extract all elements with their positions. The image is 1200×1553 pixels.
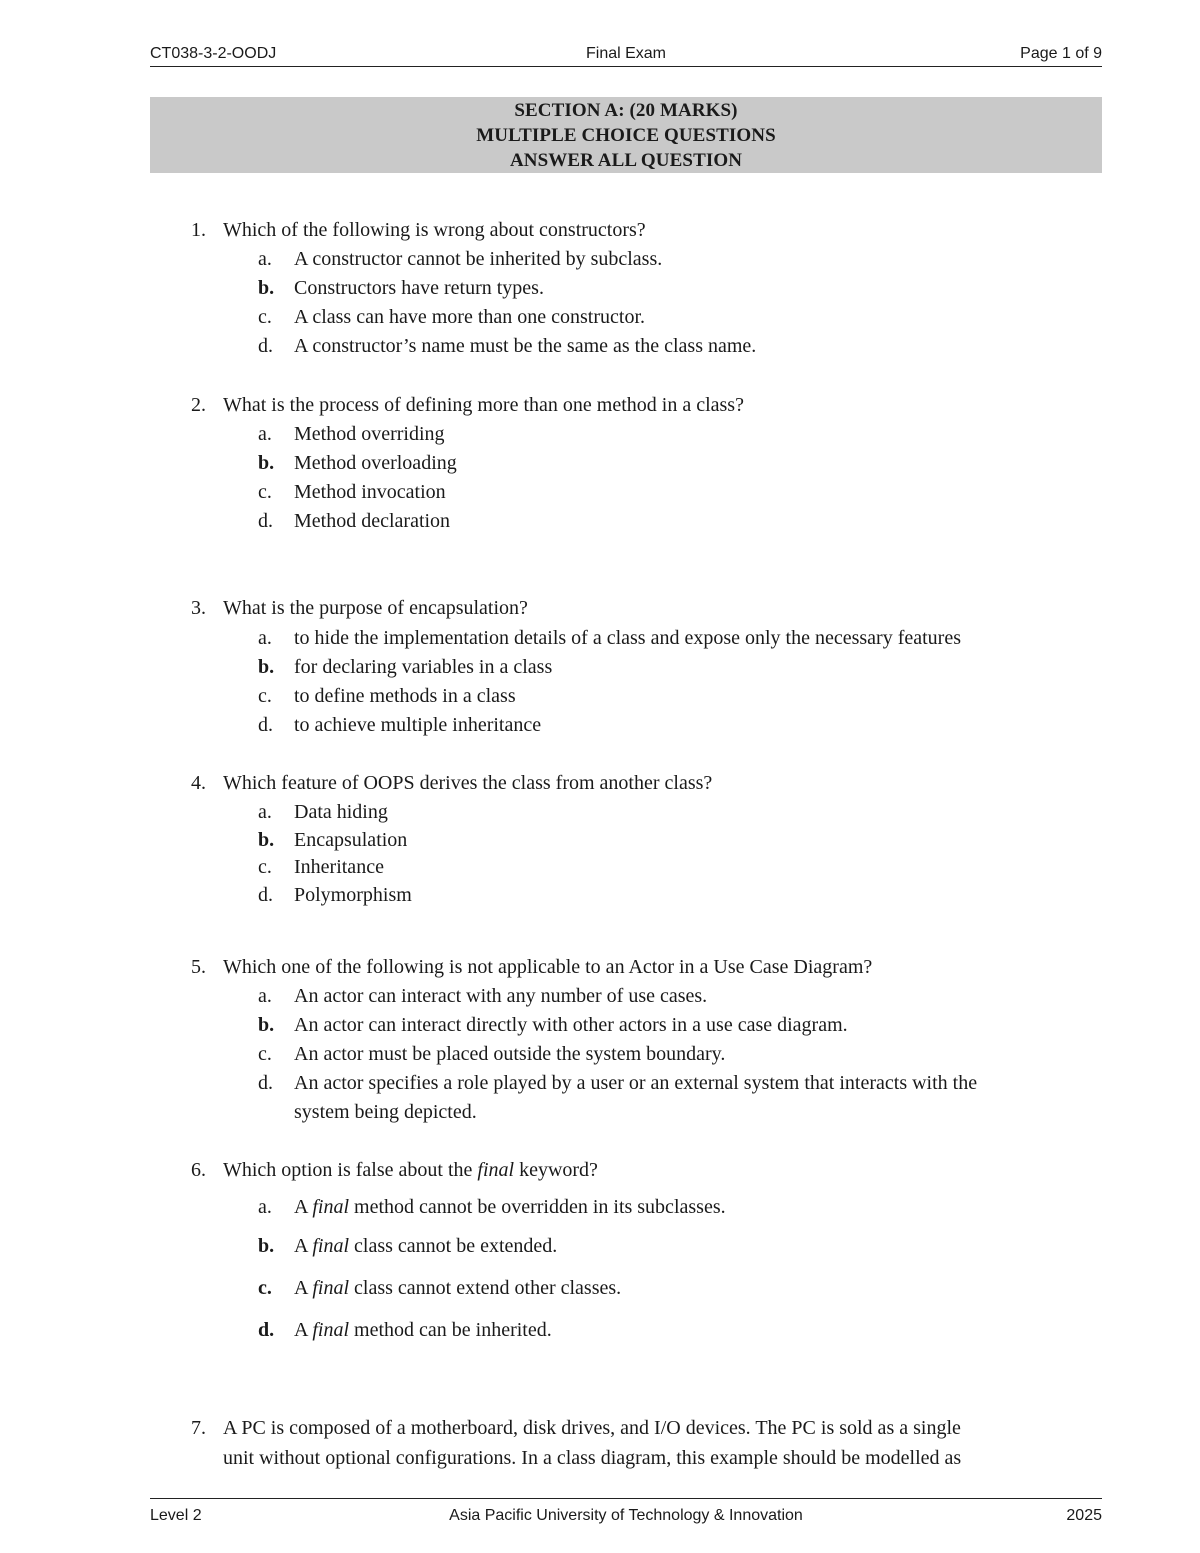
option-letter: b. bbox=[258, 1235, 275, 1257]
option-text: An actor can interact with any number of use cases. bbox=[294, 985, 708, 1007]
option-letter: c. bbox=[258, 306, 272, 328]
option-text: Constructors have return types. bbox=[294, 277, 544, 299]
option-letter: b. bbox=[258, 277, 275, 299]
option-text-part: A bbox=[294, 1319, 313, 1341]
option-text-part: A bbox=[294, 1235, 313, 1257]
question-text: Which of the following is wrong about constructors? bbox=[223, 219, 646, 241]
option-text: An actor must be placed outside the system boundary. bbox=[294, 1043, 726, 1065]
section-instruction: ANSWER ALL QUESTION bbox=[509, 150, 743, 171]
question-text: What is the purpose of encapsulation? bbox=[223, 597, 528, 619]
question-number: 1. bbox=[191, 219, 206, 241]
institution-name: Asia Pacific University of Technology & Innovation bbox=[449, 1507, 803, 1524]
option-letter: c. bbox=[258, 685, 272, 707]
question-number: 4. bbox=[191, 772, 206, 794]
option-letter: d. bbox=[258, 1072, 273, 1094]
section-subtitle: MULTIPLE CHOICE QUESTIONS bbox=[476, 125, 776, 146]
option-letter: a. bbox=[258, 423, 272, 445]
option-text bbox=[294, 1276, 621, 1300]
section-title: SECTION A: (20 MARKS) bbox=[514, 100, 738, 121]
option-text: Method overloading bbox=[294, 452, 457, 474]
question-text bbox=[223, 1158, 598, 1182]
question-text-part: Which option is false about the bbox=[223, 1159, 478, 1181]
page-label: Page 1 of 9 bbox=[1020, 45, 1102, 62]
question-number: 2. bbox=[191, 394, 206, 416]
page-footer bbox=[150, 1498, 1102, 1529]
option-text-part: A bbox=[294, 1277, 313, 1299]
option-letter: b. bbox=[258, 1014, 275, 1036]
option-text: An actor specifies a role played by a user or an external system that interacts with the bbox=[294, 1072, 978, 1094]
page-header bbox=[150, 42, 1102, 67]
option-text-part: class cannot be extended. bbox=[349, 1235, 558, 1257]
option-letter: b. bbox=[258, 829, 275, 851]
question-number: 6. bbox=[191, 1159, 206, 1181]
question-text: A PC is composed of a motherboard, disk drives, and I/O devices. The PC is sold as a single bbox=[223, 1417, 961, 1439]
question-text: unit without optional configurations. In a class diagram, this example should be modelled as bbox=[223, 1447, 962, 1469]
option-letter: d. bbox=[258, 510, 273, 532]
option-letter: b. bbox=[258, 656, 275, 678]
option-letter: d. bbox=[258, 884, 273, 906]
option-letter: c. bbox=[258, 856, 272, 878]
option-letter: a. bbox=[258, 627, 272, 649]
option-letter: a. bbox=[258, 801, 272, 823]
question-number: 3. bbox=[191, 597, 206, 619]
option-text: to define methods in a class bbox=[294, 685, 516, 707]
course-code: CT038-3-2-OODJ bbox=[150, 45, 277, 62]
question-number: 7. bbox=[191, 1417, 206, 1439]
option-text bbox=[294, 1234, 557, 1258]
question-text: What is the process of defining more than one method in a class? bbox=[223, 394, 744, 416]
option-text: Encapsulation bbox=[294, 829, 408, 851]
option-letter: a. bbox=[258, 248, 272, 270]
question-text-part: keyword? bbox=[514, 1159, 598, 1181]
exam-title: Final Exam bbox=[585, 45, 667, 62]
option-text: to achieve multiple inheritance bbox=[294, 714, 542, 736]
option-text: A class can have more than one constructor. bbox=[294, 306, 645, 328]
option-letter: d. bbox=[258, 714, 273, 736]
option-text: to hide the implementation details of a class and expose only the necessary features bbox=[294, 627, 962, 649]
option-text: Method invocation bbox=[294, 481, 446, 503]
option-text: for declaring variables in a class bbox=[294, 656, 553, 678]
option-text bbox=[294, 1195, 726, 1219]
option-text: Polymorphism bbox=[294, 884, 412, 906]
question-number: 5. bbox=[191, 956, 206, 978]
option-text-part: method can be inherited. bbox=[349, 1319, 552, 1341]
option-text-part: method cannot be overridden in its subclasses. bbox=[349, 1196, 726, 1218]
keyword-emphasis: final bbox=[312, 1277, 350, 1299]
year-label: 2025 bbox=[1066, 1507, 1102, 1524]
option-text-part: class cannot extend other classes. bbox=[349, 1277, 622, 1299]
keyword-emphasis: final bbox=[312, 1196, 350, 1218]
option-text: Data hiding bbox=[294, 801, 388, 823]
question-text: Which feature of OOPS derives the class from another class? bbox=[223, 772, 713, 794]
option-letter: c. bbox=[258, 481, 272, 503]
level-label: Level 2 bbox=[150, 1507, 202, 1524]
option-text: A constructor’s name must be the same as the class name. bbox=[294, 335, 757, 357]
option-letter: d. bbox=[258, 335, 273, 357]
section-banner bbox=[150, 97, 1102, 173]
option-letter: a. bbox=[258, 985, 272, 1007]
option-text: A constructor cannot be inherited by subclass. bbox=[294, 248, 663, 270]
option-text: An actor can interact directly with other actors in a use case diagram. bbox=[294, 1014, 848, 1036]
option-letter: d. bbox=[258, 1319, 275, 1341]
option-text bbox=[294, 1318, 552, 1342]
option-text: Inheritance bbox=[294, 856, 384, 878]
option-text: Method declaration bbox=[294, 510, 451, 532]
option-text: Method overriding bbox=[294, 423, 445, 445]
option-letter: c. bbox=[258, 1277, 272, 1299]
question-text: Which one of the following is not applicable to an Actor in a Use Case Diagram? bbox=[223, 956, 873, 978]
option-text: system being depicted. bbox=[294, 1101, 477, 1123]
option-letter: b. bbox=[258, 452, 275, 474]
keyword-emphasis: final bbox=[312, 1235, 350, 1257]
option-text-part: A bbox=[294, 1196, 313, 1218]
keyword-emphasis: final bbox=[312, 1319, 350, 1341]
option-letter: a. bbox=[258, 1196, 272, 1218]
option-letter: c. bbox=[258, 1043, 272, 1065]
keyword-emphasis: final bbox=[477, 1159, 515, 1181]
